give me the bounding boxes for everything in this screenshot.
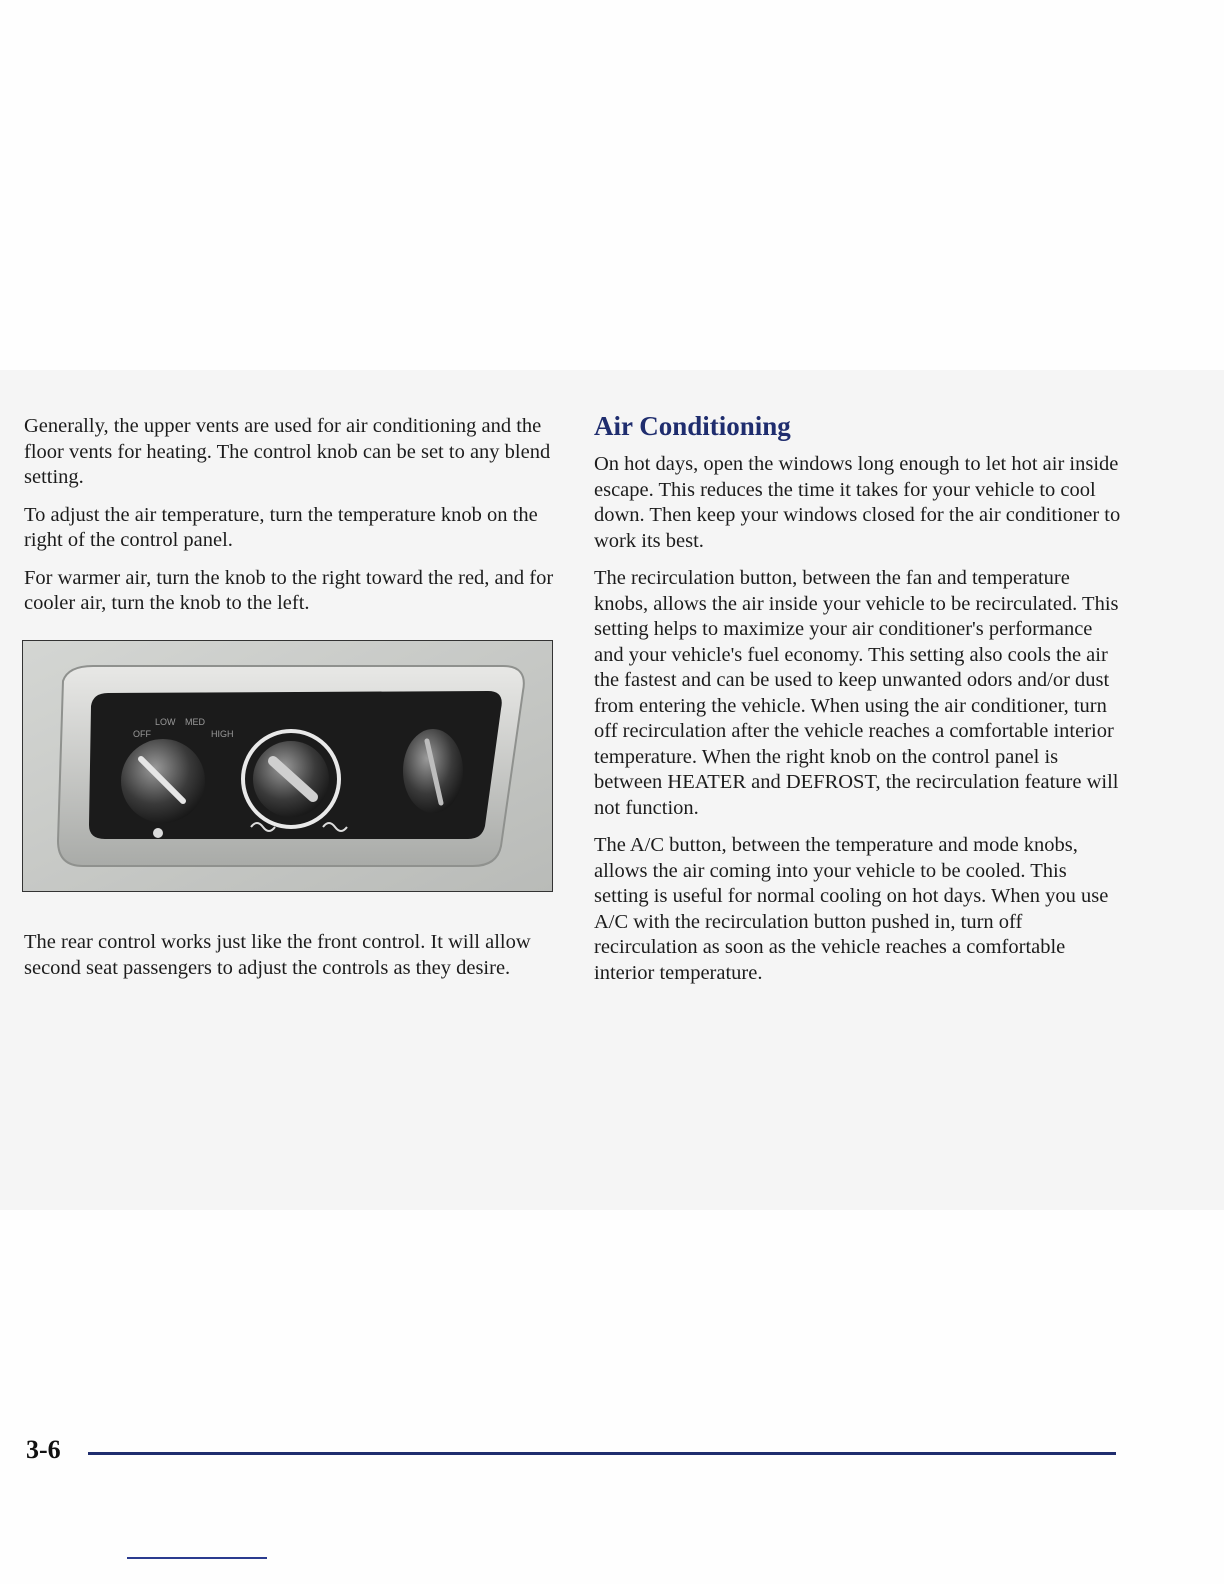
footer-rule — [88, 1452, 1116, 1455]
paragraph-hot-days: On hot days, open the windows long enough to let hot air inside escape. This reduces the time it takes for your vehicle to cool down. Then keep your windows closed for the air conditioner to work its best. — [594, 453, 1121, 552]
section-heading-air-conditioning: Air Conditioning — [594, 411, 791, 441]
left-lower-text — [24, 930, 559, 993]
fan-med-label: MED — [185, 717, 205, 727]
fan-icon — [153, 828, 163, 838]
fan-low-label: LOW — [155, 717, 176, 727]
manual-page — [0, 370, 1224, 1464]
page-number: 3-6 — [26, 1435, 61, 1464]
paragraph-temperature-knob: To adjust the air temperature, turn the temperature knob on the right of the control panel. — [24, 503, 538, 551]
left-column — [24, 414, 559, 629]
paragraph-vents: Generally, the upper vents are used for air conditioning and the floor vents for heating. The control knob can be set to any blend setting. — [24, 415, 551, 488]
bottom-link-underline — [127, 1557, 267, 1559]
fan-off-label: OFF — [133, 729, 151, 739]
fan-high-label: HIGH — [211, 729, 234, 739]
paragraph-recirculation: The recirculation button, between the fan and temperature knobs, allows the air inside your vehicle to be recirculated. This setting helps to maximize your air conditioner's performance and your vehicle's fuel economy. This setting also cools the air the fastest and can be used to keep unwanted odors and/or dust from entering the vehicle. When using the air conditioner, turn off recirculation after the vehicle reaches a comfortable interior temperature. When the right knob on the control panel is between HEATER and DEFROST, the recirculation feature will not function. — [594, 567, 1119, 819]
rear-control-panel-photo — [22, 640, 553, 892]
paragraph-warmer-cooler: For warmer air, turn the knob to the right toward the red, and for cooler air, turn the knob to the left. — [24, 566, 554, 614]
paragraph-rear-control: The rear control works just like the front control. It will allow second seat passengers to adjust the controls as they desire. — [24, 931, 531, 979]
paragraph-ac-button: The A/C button, between the temperature and mode knobs, allows the air coming into your vehicle to be cooled. This setting is useful for normal cooling on hot days. When you use A/C with the recirculation button pushed in, turn off recirculation as soon as the vehicle reaches a comfortable interior temperature. — [594, 834, 1109, 984]
right-column — [594, 411, 1124, 998]
